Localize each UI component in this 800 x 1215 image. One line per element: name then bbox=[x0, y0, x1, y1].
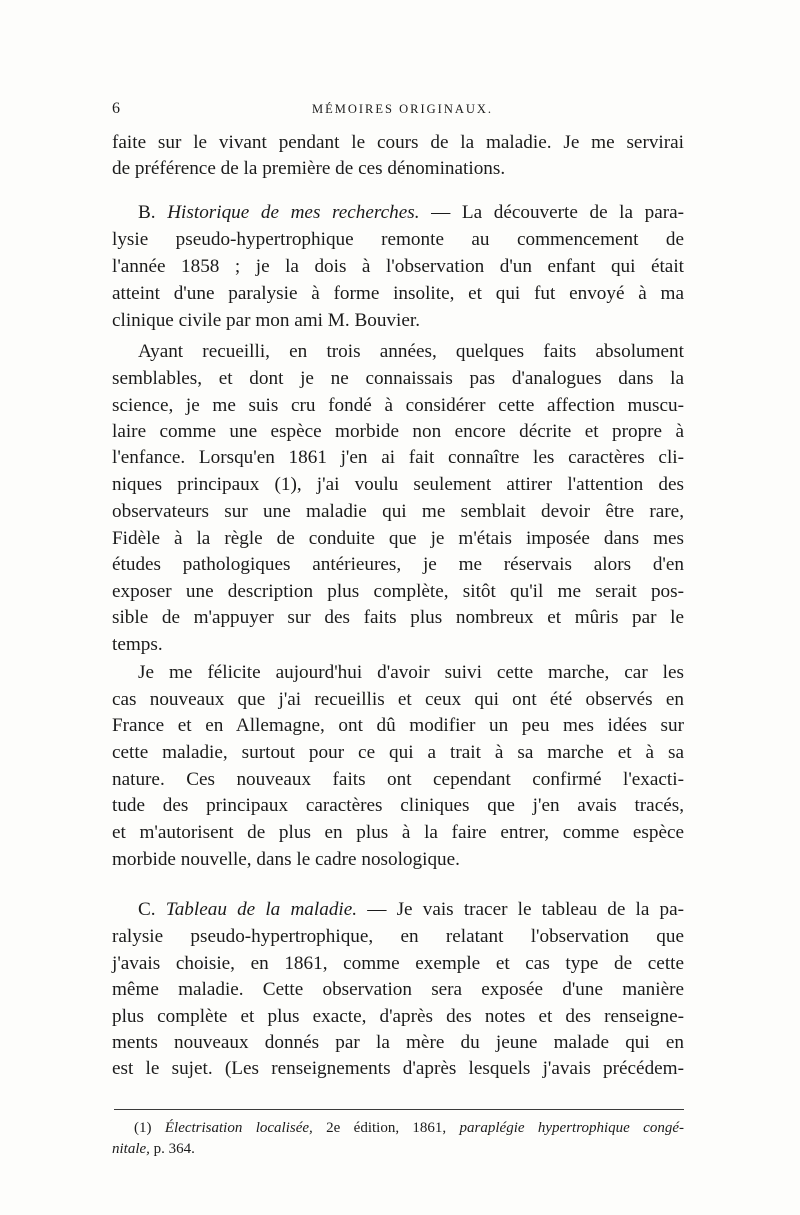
text-line: cette maladie, surtout pour ce qui a trait à sa marche et à sa bbox=[112, 742, 684, 763]
text-line: clinique civile par mon ami M. Bouvier. bbox=[112, 310, 421, 331]
section-c-title: Tableau de la maladie. bbox=[165, 899, 358, 920]
page-header bbox=[112, 100, 692, 122]
text-line: temps. bbox=[112, 634, 163, 655]
page-number: 6 bbox=[112, 100, 120, 117]
text-line: lysie pseudo-hypertrophique remonte au commencement de bbox=[112, 229, 684, 250]
footnote-topic-end: nitale, bbox=[112, 1141, 150, 1157]
section-c-dash: — bbox=[367, 899, 387, 920]
text-line: laire comme une espèce morbide non encore décrite et propre à bbox=[112, 421, 684, 442]
footnote-work: Électrisation localisée, bbox=[164, 1120, 313, 1136]
text-line: science, je me suis cru fondé à considérer cette affection muscu- bbox=[112, 395, 684, 416]
text-line: cas nouveaux que j'ai recueillis et ceux qui ont été observés en bbox=[112, 689, 684, 710]
footnote-page-ref: p. 364. bbox=[153, 1141, 195, 1157]
section-c-heading-line bbox=[138, 897, 684, 923]
text-line: est le sujet. (Les renseignements d'après lesquels j'avais précédem- bbox=[112, 1058, 684, 1079]
text-line: j'avais choisie, en 1861, comme exemple et cas type de cette bbox=[112, 953, 684, 974]
footnote-marker: (1) bbox=[134, 1120, 152, 1136]
text-line: faite sur le vivant pendant le cours de la maladie. Je me servirai bbox=[112, 132, 684, 153]
text-line: de préférence de la première de ces dénominations. bbox=[112, 158, 506, 179]
section-b-dash: — bbox=[431, 202, 451, 223]
text-line: semblables, et dont je ne connaissais pas d'analogues dans la bbox=[112, 368, 684, 389]
text-line: France et en Allemagne, ont dû modifier un peu mes idées sur bbox=[112, 715, 684, 736]
text-line: Je me félicite aujourd'hui d'avoir suivi cette marche, car les bbox=[138, 662, 684, 683]
text-line: études pathologiques antérieures, je me réservais alors d'en bbox=[112, 554, 684, 575]
section-b-label: B. bbox=[138, 202, 156, 223]
text-line: sible de m'appuyer sur des faits plus nombreux et mûris par le bbox=[112, 607, 684, 628]
section-c-label: C. bbox=[138, 899, 156, 920]
footnote-topic: paraplégie hypertrophique congé- bbox=[459, 1120, 684, 1136]
footnote-line bbox=[134, 1118, 684, 1138]
text-line: tude des principaux caractères cliniques que j'en avais tracés, bbox=[112, 795, 684, 816]
footnote-details: 2e édition, 1861, bbox=[326, 1120, 447, 1136]
text-line: exposer une description plus complète, sitôt qu'il me serait pos- bbox=[112, 581, 684, 602]
text-line: atteint d'une paralysie à forme insolite, et qui fut envoyé à ma bbox=[112, 283, 684, 304]
section-c-first-text: Je vais tracer le tableau de la pa- bbox=[396, 899, 685, 920]
section-b-heading-line bbox=[138, 200, 684, 226]
text-line: ralysie pseudo-hypertrophique, en relatant l'observation que bbox=[112, 926, 684, 947]
footnote-line bbox=[112, 1139, 684, 1159]
text-line: Ayant recueilli, en trois années, quelques faits absolument bbox=[138, 341, 684, 362]
text-line: même maladie. Cette observation sera exposée d'une manière bbox=[112, 979, 684, 1000]
text-line: niques principaux (1), j'ai voulu seulement attirer l'attention des bbox=[112, 474, 684, 495]
text-line: et m'autorisent de plus en plus à la faire entrer, comme espèce bbox=[112, 822, 684, 843]
text-line: plus complète et plus exacte, d'après des notes et des renseigne- bbox=[112, 1006, 684, 1027]
text-line: observateurs sur une maladie qui me semblait devoir être rare, bbox=[112, 501, 684, 522]
section-b-first-text: La découverte de la para- bbox=[461, 202, 685, 223]
text-line: Fidèle à la règle de conduite que je m'étais imposée dans mes bbox=[112, 528, 684, 549]
text-line: nature. Ces nouveaux faits ont cependant confirmé l'exacti- bbox=[112, 769, 684, 790]
section-b-title: Historique de mes recherches. bbox=[167, 202, 420, 223]
text-line: l'année 1858 ; je la dois à l'observation d'un enfant qui était bbox=[112, 256, 684, 277]
text-line: l'enfance. Lorsqu'en 1861 j'en ai fait connaître les caractères cli- bbox=[112, 447, 684, 468]
footnote-rule bbox=[114, 1109, 684, 1110]
running-title: MÉMOIRES ORIGINAUX. bbox=[312, 102, 494, 116]
text-line: ments nouveaux donnés par la mère du jeune malade qui en bbox=[112, 1032, 684, 1053]
text-line: morbide nouvelle, dans le cadre nosologique. bbox=[112, 849, 460, 870]
